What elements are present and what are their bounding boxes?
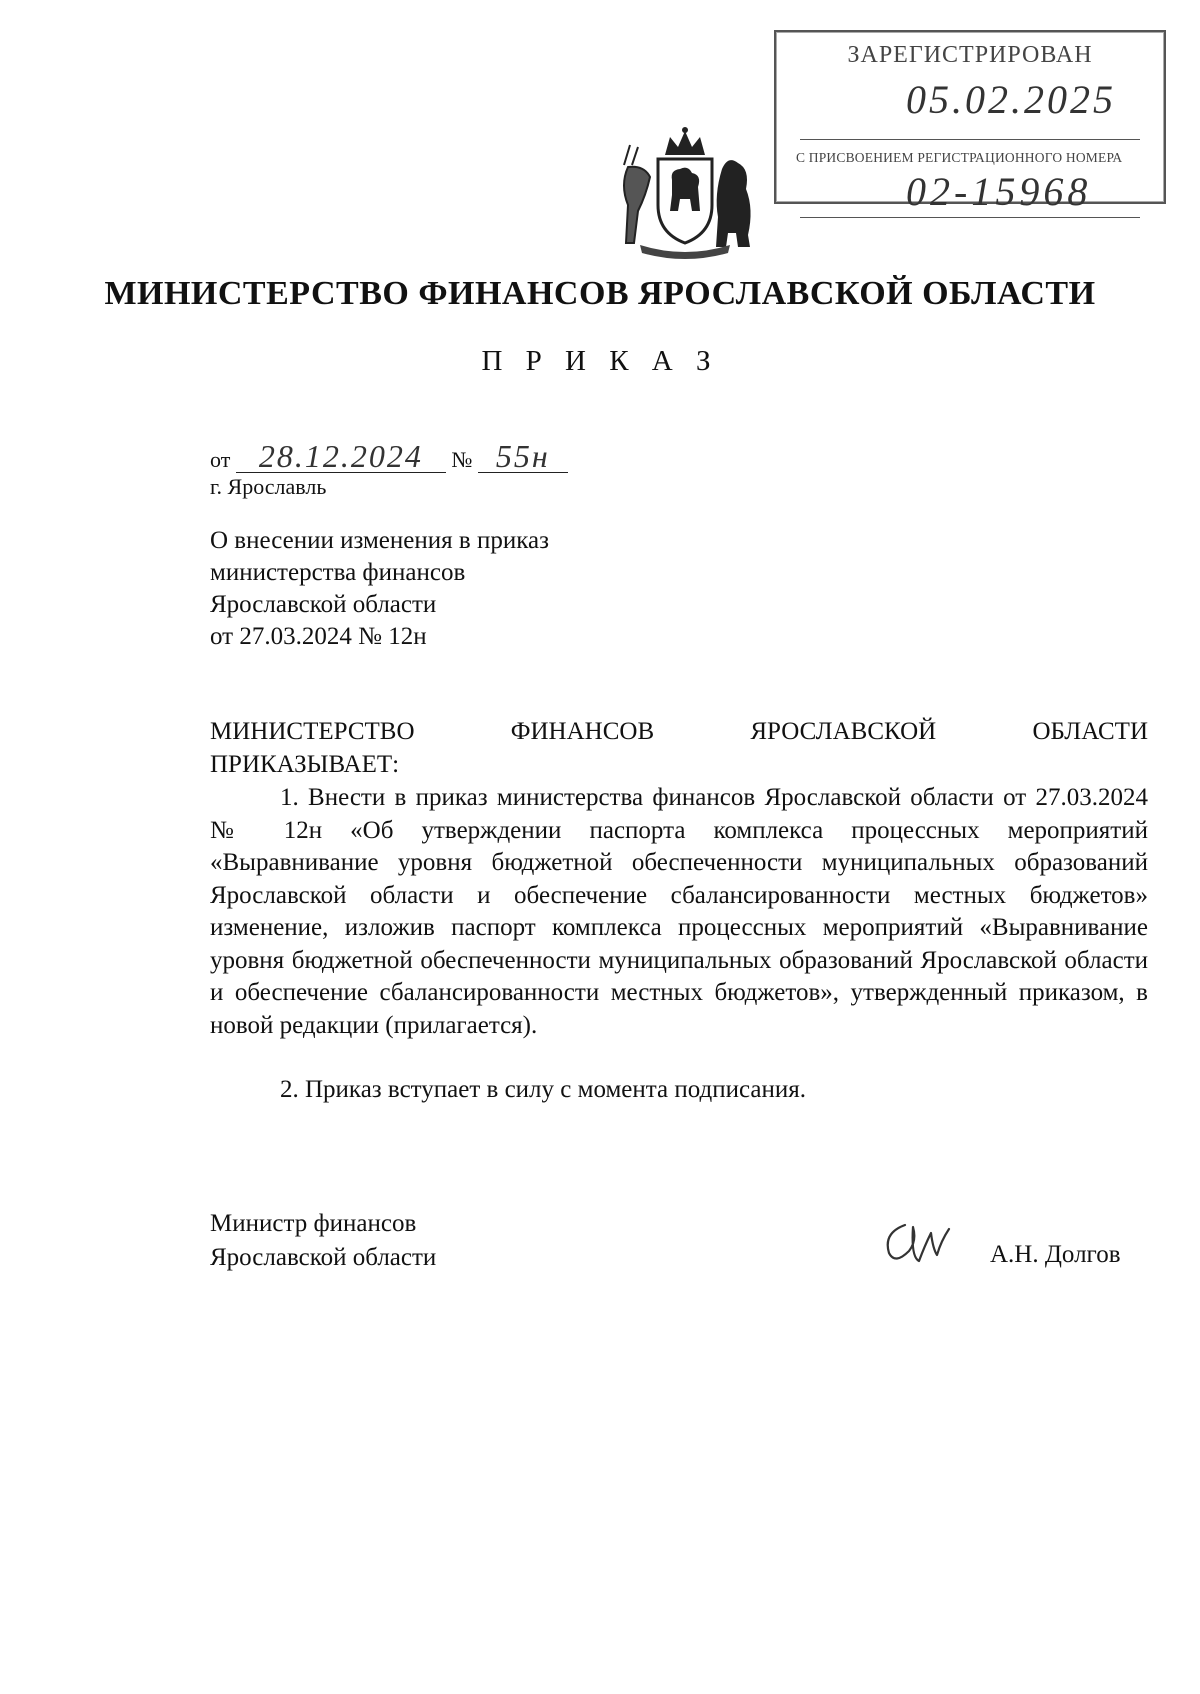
number-prefix: № xyxy=(451,447,473,472)
stamp-divider xyxy=(800,139,1140,140)
order-item-2: 2. Приказ вступает в силу с момента подписания. xyxy=(280,1076,806,1103)
coat-of-arms-icon xyxy=(610,125,760,260)
stamp-number: 02-15968 xyxy=(906,169,1092,214)
stamp-date: 05.02.2025 xyxy=(906,77,1116,122)
signer-position xyxy=(210,1207,436,1275)
signer-name: А.Н. Долгов xyxy=(990,1241,1121,1268)
date-prefix: от xyxy=(210,447,231,472)
ministry-title: МИНИСТЕРСТВО ФИНАНСОВ ЯРОСЛАВСКОЙ ОБЛАСТИ xyxy=(104,275,1096,312)
preamble-line: МИНИСТЕРСТВО ФИНАНСОВ ЯРОСЛАВСКОЙ ОБЛАСТИ xyxy=(210,718,1148,745)
subject-line: министерства финансов xyxy=(210,559,466,586)
stamp-divider-bottom xyxy=(800,217,1140,218)
subject-line: Ярославской области xyxy=(210,591,437,618)
order-date: 28.12.2024 xyxy=(236,440,446,473)
order-date-number-row xyxy=(210,440,568,473)
registration-stamp xyxy=(774,30,1166,214)
order-item-1: 1. Внести в приказ министерства финансов Ярославской области от 27.03.2024 № 12н «Об утверждении паспорта комплекса процессных мероприятий «Выравнивание уровня бюджетной обеспеченности муниципальных образований Ярославской области и обеспечение сбалансированности местных бюджетов» изменение, изложив паспорт комплекса процессных мероприятий «Выравнивание уровня бюджетной обеспеченности муниципальных образований Ярославской области и обеспечение сбалансированности местных бюджетов», утвержденный приказом, в новой редакции (прилагается). xyxy=(210,784,1148,1039)
subject-line: от 27.03.2024 № 12н xyxy=(210,623,427,650)
stamp-subtitle: С ПРИСВОЕНИЕМ РЕГИСТРАЦИОННОГО НОМЕРА xyxy=(796,150,1123,165)
preamble-verb: ПРИКАЗЫВАЕТ: xyxy=(210,751,400,778)
order-subject xyxy=(210,525,549,653)
city: г. Ярославль xyxy=(210,474,327,499)
signer-position-line: Министр финансов xyxy=(210,1210,417,1237)
stamp-title: ЗАРЕГИСТРИРОВАН xyxy=(847,42,1093,68)
subject-line: О внесении изменения в приказ xyxy=(210,527,549,554)
signer-position-line: Ярославской области xyxy=(210,1244,437,1271)
order-number: 55н xyxy=(478,440,568,473)
handwritten-signature-icon xyxy=(875,1215,955,1270)
document-type-title: П Р И К А З xyxy=(481,345,719,377)
